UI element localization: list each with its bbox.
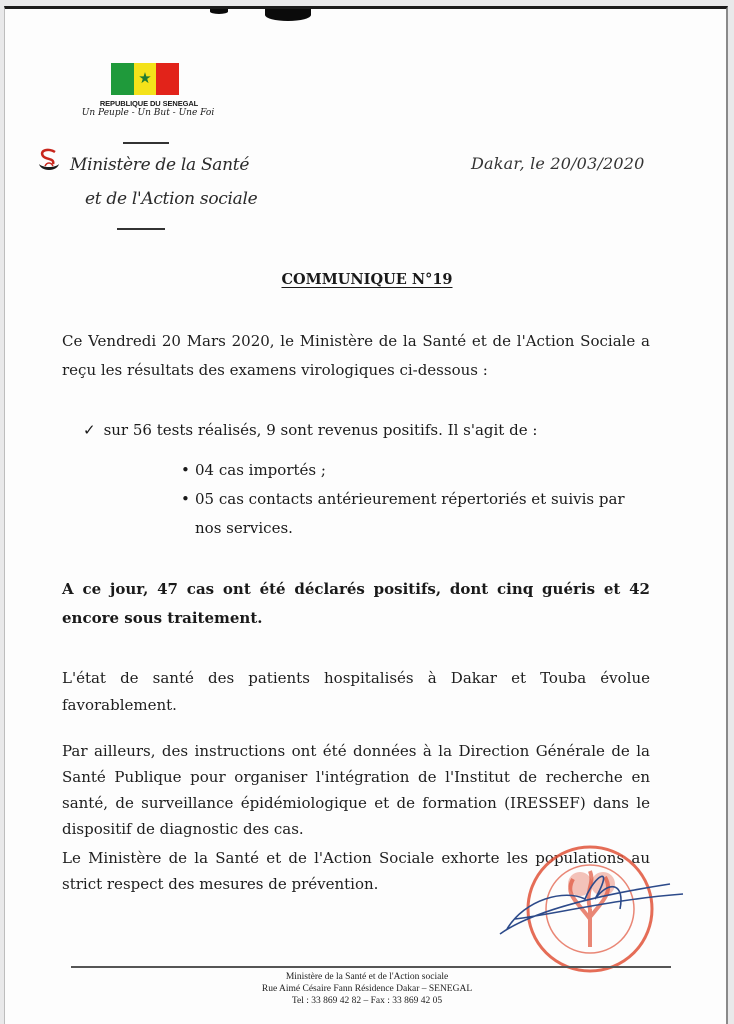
- divider: [117, 228, 165, 230]
- bullet-item: [181, 485, 655, 543]
- scan-blot: [210, 9, 228, 14]
- title-text: COMMUNIQUE N°19: [281, 271, 453, 288]
- instructions-paragraph: Par ailleurs, des instructions ont été données à la Direction Générale de la Santé Publique pour organiser l'intégration de l'Institut de recherche en santé, de surveillance épidémiologique et de formation (IRESSEF) dans le dispositif de diagnostic des cas.: [62, 742, 650, 838]
- test-results-text: sur 56 tests réalisés, 9 sont revenus positifs. Il s'agit de :: [103, 421, 538, 439]
- test-results-item: [83, 421, 537, 439]
- closing-paragraph: Le Ministère de la Santé et de l'Action Sociale exhorte les populations au strict respect des mesures de prévention.: [62, 849, 650, 893]
- footer-address: Rue Aimé Césaire Fann Résidence Dakar – SENEGAL: [261, 984, 473, 994]
- footer-contact: Tel : 33 869 42 82 – Fax : 33 869 42 05: [291, 996, 443, 1006]
- communique-title: [5, 271, 729, 288]
- ministry-logo-icon: [35, 148, 63, 174]
- footer-ministry: Ministère de la Santé et de l'Action sociale: [285, 972, 449, 982]
- senegal-flag-icon: ★: [111, 63, 179, 95]
- bullet-text: 05 cas contacts antérieurement répertoriés et suivis par nos services.: [195, 490, 625, 537]
- document-page: [4, 6, 728, 1024]
- checkmark-icon: ✓: [83, 421, 96, 439]
- bullet-item: [181, 456, 655, 485]
- national-motto: Un Peuple - Un But - Une Foi: [81, 108, 215, 118]
- intro-paragraph: Ce Vendredi 20 Mars 2020, le Ministère de la Santé et de l'Action Sociale a reçu les résultats des examens virologiques ci-dessous :: [62, 332, 650, 379]
- divider: [123, 142, 169, 144]
- health-status-paragraph: L'état de santé des patients hospitalisés à Dakar et Touba évolue favorablement.: [62, 669, 650, 714]
- republic-label: REPUBLIQUE DU SENEGAL: [99, 99, 199, 108]
- scan-blot: [265, 9, 311, 21]
- document-date: Dakar, le 20/03/2020: [471, 154, 645, 173]
- summary-paragraph: A ce jour, 47 cas ont été déclarés positifs, dont cinq guéris et 42 encore sous traitement.: [62, 580, 650, 627]
- ministry-name-line2: et de l'Action sociale: [85, 189, 258, 209]
- footer-divider: [71, 966, 671, 968]
- footer: [5, 971, 729, 1007]
- bullet-icon: •: [181, 461, 190, 479]
- bullet-text: 04 cas importés ;: [195, 461, 326, 479]
- bullet-icon: •: [181, 490, 190, 508]
- ministry-name-line1: Ministère de la Santé: [70, 155, 250, 175]
